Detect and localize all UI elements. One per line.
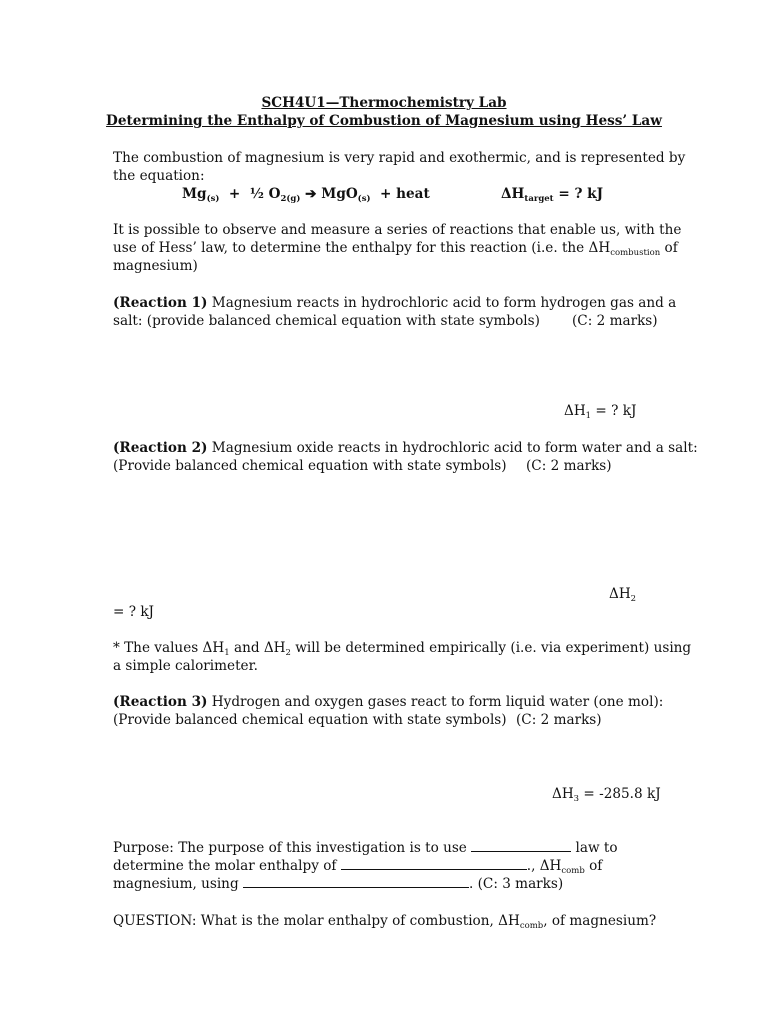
reaction-2-enthalpy-symbol: ΔH [609, 586, 631, 602]
reaction-1-enthalpy-sub: 1 [585, 411, 592, 421]
reaction-2-enthalpy-value: = ? kJ [113, 604, 155, 620]
reaction-1-line-1 [113, 294, 676, 312]
note-sub-2: 2 [285, 648, 291, 658]
purpose-text-d: ., ΔH [526, 858, 562, 874]
question-line [113, 912, 656, 930]
reaction-3-enthalpy-symbol: ΔH [552, 786, 574, 802]
target-enthalpy-sub: target [524, 194, 554, 204]
reaction-1-line-2: salt: (provide balanced chemical equation with state symbols) [113, 313, 540, 329]
equation-mg: Mg [182, 186, 207, 202]
purpose-line-3 [113, 875, 563, 893]
reaction-2-line-1 [113, 439, 698, 457]
reaction-3-label: (Reaction 3) [113, 694, 208, 710]
purpose-comb-sub: comb [561, 866, 585, 876]
reaction-2-marks: (C: 2 marks) [526, 458, 612, 474]
question-text-b: , of magnesium? [543, 913, 657, 929]
reaction-2-text: Magnesium oxide reacts in hydrochloric acid to form water and a salt: [207, 440, 698, 456]
reaction-1-marks: (C: 2 marks) [572, 313, 658, 329]
reaction-1-enthalpy-value: = ? kJ [591, 403, 637, 419]
question-comb-sub: comb [519, 921, 544, 931]
equation-mgo-state: (s) [357, 194, 371, 204]
hess-line-2-end: of [660, 240, 678, 256]
reaction-2-label: (Reaction 2) [113, 440, 208, 456]
intro-line-2: the equation: [113, 168, 205, 184]
equation-half-o2: ½ O [249, 186, 281, 202]
reaction-3-enthalpy-sub: 3 [573, 794, 580, 804]
reaction-1-enthalpy [564, 402, 636, 420]
reaction-2-line-2: (Provide balanced chemical equation with state symbols) [113, 458, 507, 474]
reaction-3-enthalpy-value: = -285.8 kJ [579, 786, 661, 802]
purpose-text-a: Purpose: The purpose of this investigation is to use [113, 840, 472, 856]
target-enthalpy-symbol: ΔH [501, 186, 525, 202]
reaction-3-marks: (C: 2 marks) [516, 712, 602, 728]
page-title: SCH4U1—Thermochemistry Lab [261, 95, 507, 111]
combustion-equation [182, 185, 430, 203]
hess-line-1: It is possible to observe and measure a series of reactions that enable us, with the [113, 222, 682, 238]
reaction-1-label: (Reaction 1) [113, 295, 208, 311]
hess-line-2 [113, 239, 678, 257]
reaction-3-line-2: (Provide balanced chemical equation with state symbols) [113, 712, 507, 728]
hess-combustion-sub: combustion [610, 248, 661, 258]
equation-mgo: MgO [321, 186, 358, 202]
page-subtitle: Determining the Enthalpy of Combustion of Magnesium using Hess’ Law [106, 113, 662, 129]
note-text-a: * The values ΔH [113, 640, 225, 656]
purpose-text-c: determine the molar enthalpy of [113, 858, 341, 874]
intro-line-1: The combustion of magnesium is very rapid and exothermic, and is represented by [113, 150, 686, 166]
note-line-1 [113, 639, 691, 657]
target-enthalpy-value: = ? kJ [553, 186, 604, 202]
equation-mg-state: (s) [206, 194, 220, 204]
equation-heat: + heat [379, 186, 430, 202]
purpose-text-e: of [584, 858, 603, 874]
reaction-2-enthalpy-sub: 2 [630, 594, 637, 604]
equation-plus: + [228, 186, 241, 202]
equation-o2-state: 2(g) [280, 194, 301, 204]
reaction-2-enthalpy [609, 585, 636, 603]
note-line-2: a simple calorimeter. [113, 658, 258, 674]
question-text-a: QUESTION: What is the molar enthalpy of combustion, ΔH [113, 913, 520, 929]
method-blank[interactable] [243, 875, 469, 888]
purpose-text-g: . (C: 3 marks) [468, 876, 564, 892]
hess-line-2-text: use of Hess’ law, to determine the enthalpy for this reaction (i.e. the ΔH [113, 240, 611, 256]
reaction-3-text: Hydrogen and oxygen gases react to form liquid water (one mol): [207, 694, 664, 710]
reaction-3-enthalpy [552, 785, 661, 803]
note-sub-1: 1 [224, 648, 230, 658]
reaction-3-line-1 [113, 693, 663, 711]
note-text-b: and ΔH [229, 640, 286, 656]
purpose-line-2 [113, 857, 602, 875]
purpose-text-f: magnesium, using [113, 876, 243, 892]
reaction-1-enthalpy-symbol: ΔH [564, 403, 586, 419]
reaction-1-text: Magnesium reacts in hydrochloric acid to form hydrogen gas and a [207, 295, 677, 311]
arrow-icon: ➔ [305, 186, 317, 202]
purpose-text-b: law to [571, 840, 618, 856]
hess-line-3: magnesium) [113, 258, 198, 274]
molar-enthalpy-blank[interactable] [341, 857, 527, 870]
target-enthalpy [501, 185, 603, 203]
purpose-line-1 [113, 839, 618, 857]
law-blank[interactable] [471, 839, 571, 852]
note-text-c: will be determined empirically (i.e. via experiment) using [290, 640, 692, 656]
